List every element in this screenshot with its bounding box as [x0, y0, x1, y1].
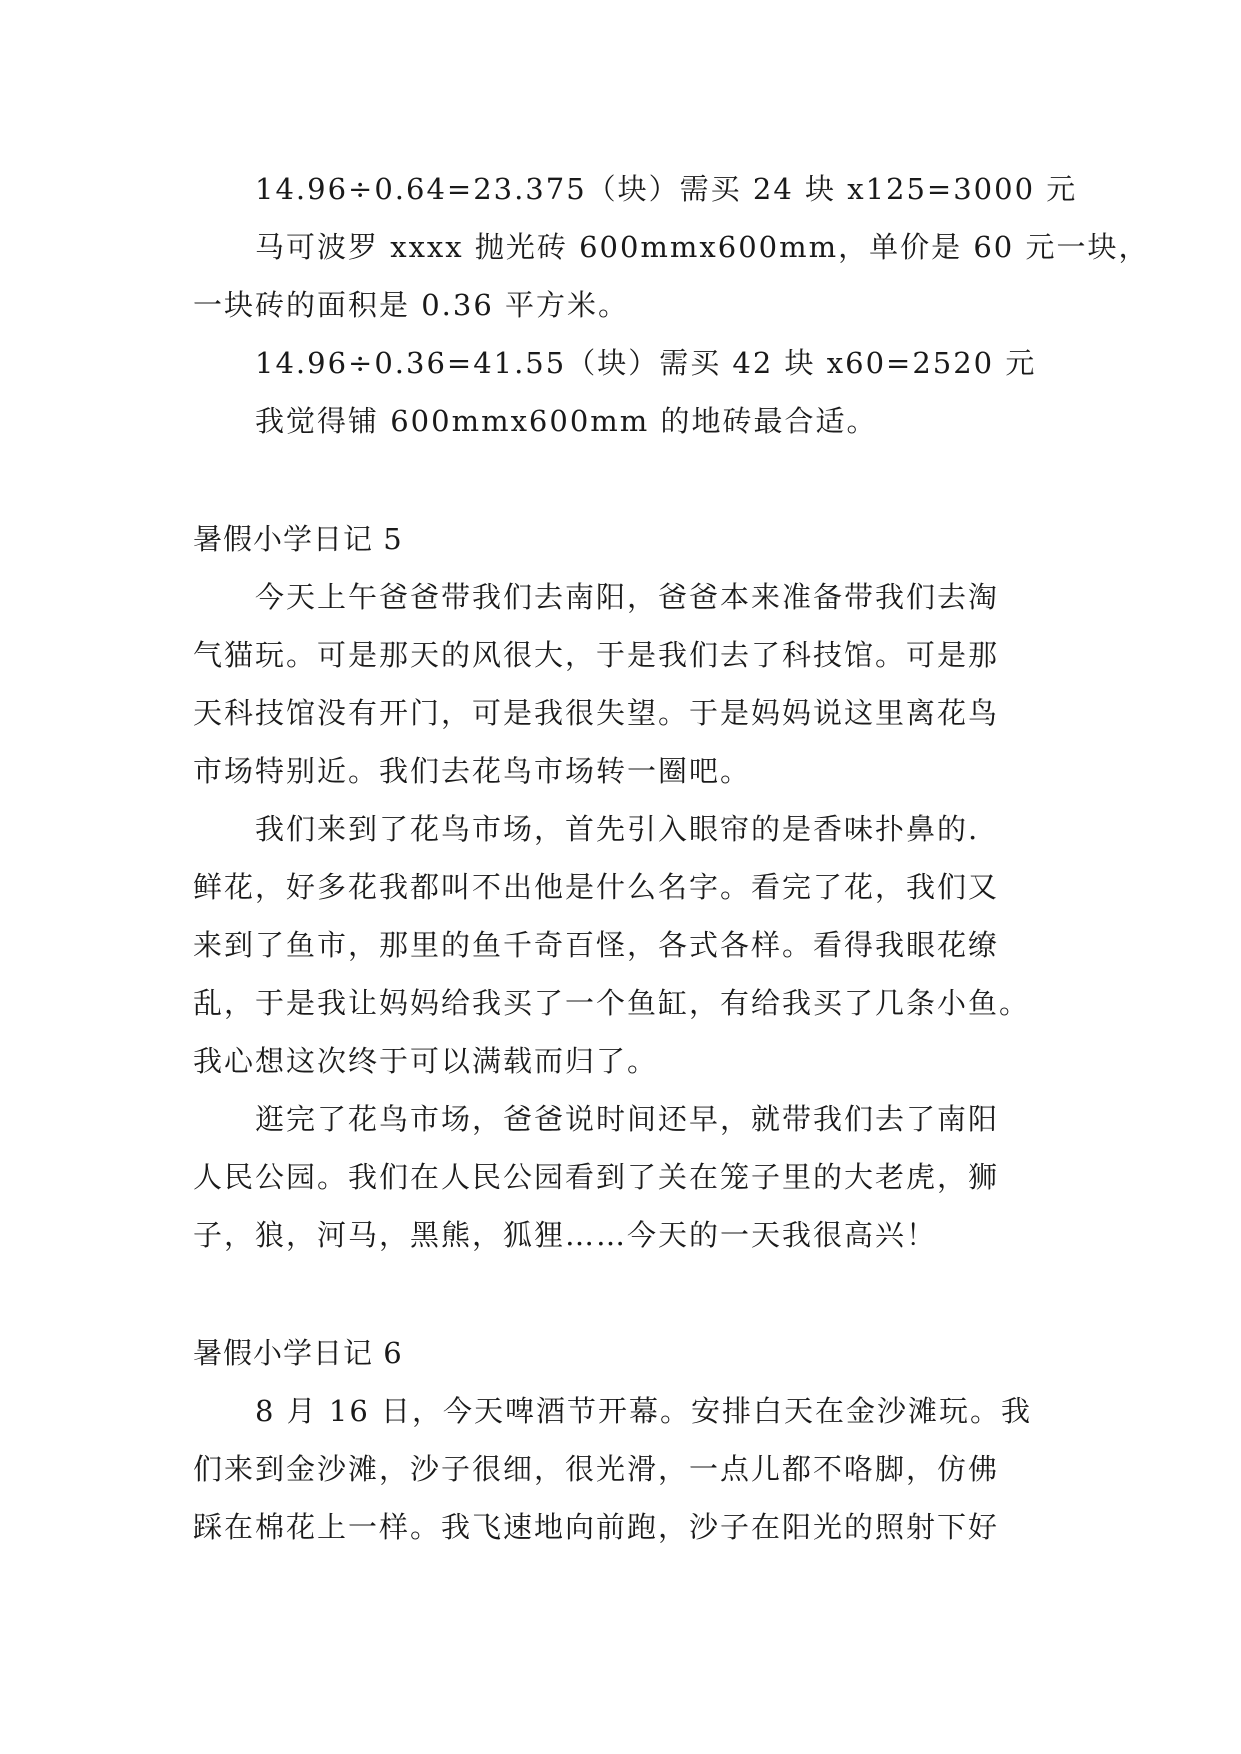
- text-line: 来到了鱼市，那里的鱼千奇百怪，各式各样。看得我眼花缭: [193, 928, 1000, 962]
- text-line: 人民公园。我们在人民公园看到了关在笼子里的大老虎，狮: [193, 1160, 1000, 1194]
- section-title: 暑假小学日记 6: [193, 1336, 403, 1370]
- document-page: [193, 160, 1150, 1556]
- intro-block: [193, 160, 1150, 450]
- text-line: 14.96÷0.36=41.55（块）需买 42 块 x60=2520 元: [255, 346, 1037, 380]
- text-line: 我觉得铺 600mmx600mm 的地砖最合适。: [255, 404, 878, 438]
- text-line: 一块砖的面积是 0.36 平方米。: [193, 288, 630, 322]
- text-line: 们来到金沙滩，沙子很细，很光滑，一点儿都不咯脚，仿佛: [193, 1452, 1000, 1486]
- text-line: 我心想这次终于可以满载而归了。: [193, 1044, 659, 1078]
- text-line: 子，狼，河马，黑熊，狐狸……今天的一天我很高兴！: [193, 1218, 938, 1252]
- section-title: 暑假小学日记 5: [193, 522, 403, 556]
- text-line: 8 月 16 日，今天啤酒节开幕。安排白天在金沙滩玩。我: [255, 1394, 1033, 1428]
- section-spacer: [193, 1264, 1053, 1324]
- text-line: 14.96÷0.64=23.375（块）需买 24 块 x125=3000 元: [255, 172, 1078, 206]
- text-line: 气猫玩。可是那天的风很大，于是我们去了科技馆。可是那: [193, 638, 1000, 672]
- text-line: 今天上午爸爸带我们去南阳，爸爸本来准备带我们去淘: [255, 580, 1000, 614]
- text-line: 天科技馆没有开门，可是我很失望。于是妈妈说这里离花鸟: [193, 696, 1000, 730]
- diary-section-6: [193, 1324, 1053, 1556]
- text-line: 逛完了花鸟市场，爸爸说时间还早，就带我们去了南阳: [255, 1102, 1000, 1136]
- text-line: 我们来到了花鸟市场，首先引入眼帘的是香味扑鼻的.: [255, 812, 980, 846]
- text-line: 踩在棉花上一样。我飞速地向前跑，沙子在阳光的照射下好: [193, 1510, 1000, 1544]
- text-line: 市场特别近。我们去花鸟市场转一圈吧。: [193, 754, 752, 788]
- diary-section-5: [193, 510, 1053, 1264]
- text-line: 马可波罗 xxxx 抛光砖 600mmx600mm，单价是 60 元一块，: [255, 230, 1150, 264]
- text-line: 鲜花，好多花我都叫不出他是什么名字。看完了花，我们又: [193, 870, 1000, 904]
- section-spacer: [193, 450, 1053, 510]
- text-line: 乱，于是我让妈妈给我买了一个鱼缸，有给我买了几条小鱼。: [193, 986, 1031, 1020]
